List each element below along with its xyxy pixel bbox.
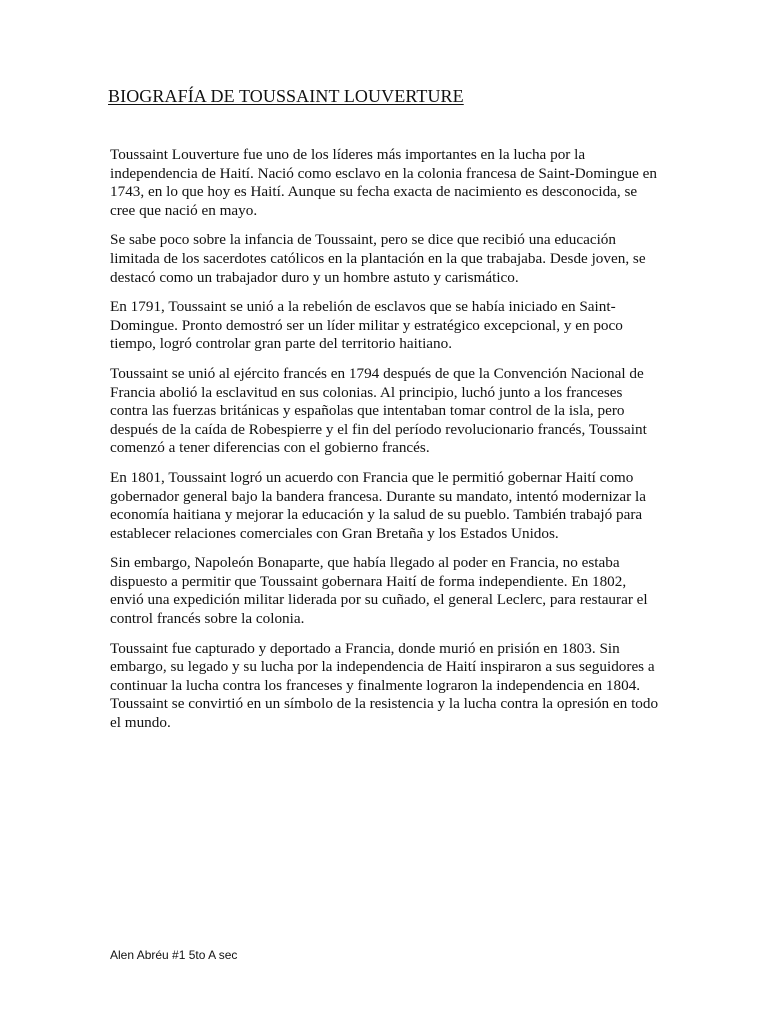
paragraph: En 1801, Toussaint logró un acuerdo con Francia que le permitió gobernar Haití como gobernador general bajo la bandera francesa. Durante su mandato, intentó modernizar la economía haitiana y mejorar la educación y la salud de su pueblo. También trabajó para establecer relaciones comerciales con Gran Bretaña y los Estados Unidos.: [110, 468, 646, 542]
document-body: [110, 146, 660, 744]
paragraph: Se sabe poco sobre la infancia de Toussaint, pero se dice que recibió una educación limitada de los sacerdotes católicos en la plantación en la que trabajaba. Desde joven, se destacó como un trabajador duro y un hombre astuto y carismático.: [110, 231, 646, 286]
paragraph: Toussaint Louverture fue uno de los líderes más importantes en la lucha por la independencia de Haití. Nació como esclavo en la colonia francesa de Saint-Domingue en 1743, en lo que hoy es Haití. Aunque su fecha exacta de nacimiento es desconocida, se cree que nació en mayo.: [110, 146, 657, 219]
paragraph: En 1791, Toussaint se unió a la rebelión de esclavos que se había iniciado en Saint-Domingue. Pronto demostró ser un líder militar y estratégico excepcional, y en poco tiempo, logró controlar gran parte del territorio haitiano.: [110, 298, 623, 353]
paragraph: Sin embargo, Napoleón Bonaparte, que había llegado al poder en Francia, no estaba dispuesto a permitir que Toussaint gobernara Haití de forma independiente. En 1802, envió una expedición militar liderada por su cuñado, el general Leclerc, para restaurar el control francés sobre la colonia.: [110, 554, 648, 628]
document-title: BIOGRAFÍA DE TOUSSAINT LOUVERTURE: [108, 86, 464, 106]
page-footer: Alen Abréu #1 5to A sec: [110, 948, 238, 962]
paragraph: Toussaint se unió al ejército francés en 1794 después de que la Convención Nacional de Francia abolió la esclavitud en sus colonias. Al principio, luchó junto a los franceses contra las fuerzas británicas y españolas que intentaban tomar control de la isla, pero después de la caída de Robespierre y el fin del período revolucionario francés, Toussaint comenzó a tener diferencias con el gobierno francés.: [110, 364, 647, 457]
paragraph: Toussaint fue capturado y deportado a Francia, donde murió en prisión en 1803. Sin embargo, su legado y su lucha por la independencia de Haití inspiraron a sus seguidores a continuar la lucha contra los franceses y finalmente lograron la independencia en 1804. Toussaint se convirtió en un símbolo de la resistencia y la lucha contra la opresión en todo el mundo.: [110, 639, 659, 732]
